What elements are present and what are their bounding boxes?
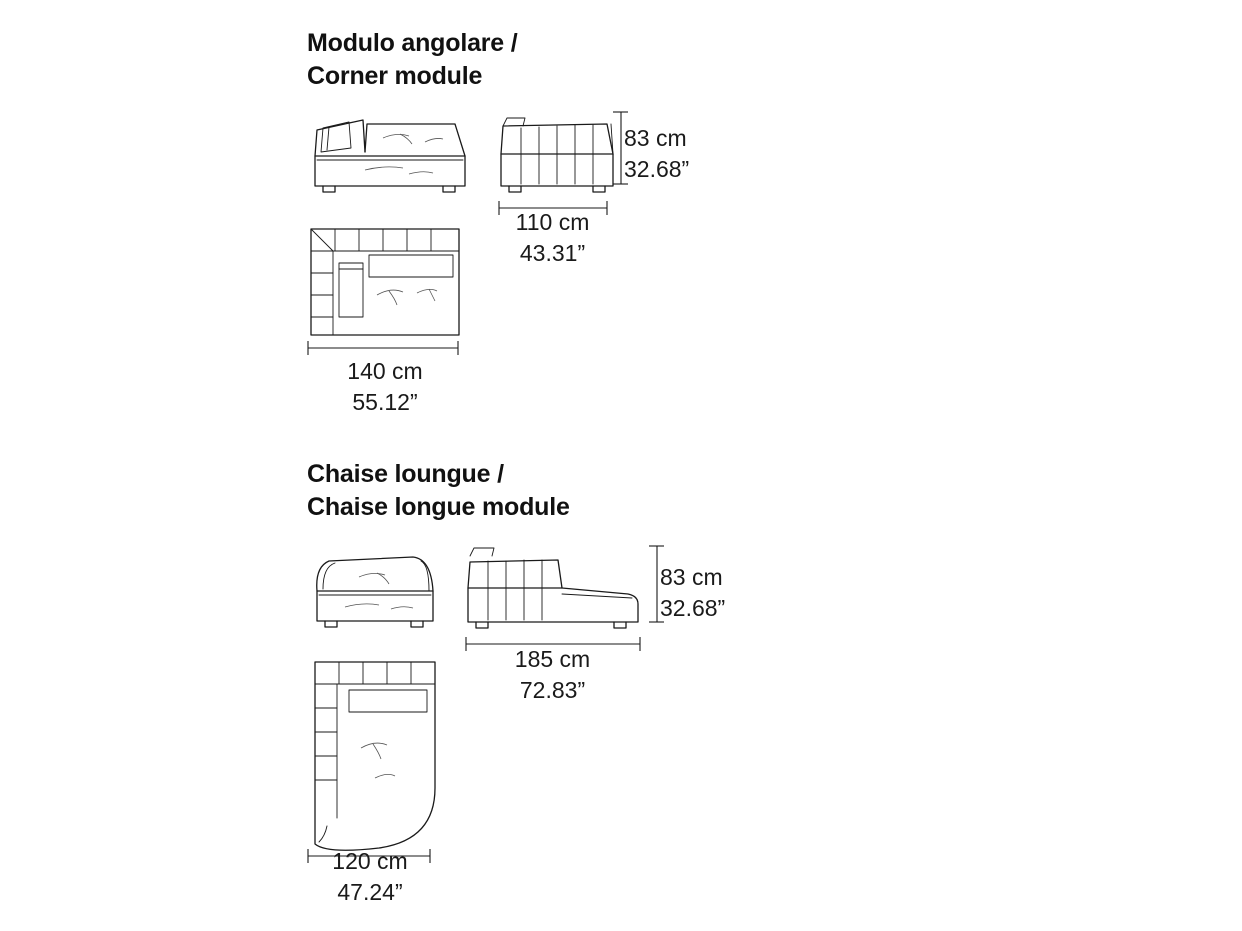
chaise-width-cm: 185 cm — [514, 646, 591, 672]
corner-module-top-plan — [305, 225, 470, 345]
chaise-height-in: 32.68” — [660, 594, 726, 621]
corner-width-cm: 110 cm — [515, 209, 590, 235]
corner-height-cm: 83 cm — [624, 125, 687, 151]
chaise-depth-cm: 120 cm — [332, 848, 408, 874]
chaise-depth-label — [300, 846, 440, 908]
chaise-width-label — [460, 644, 645, 706]
corner-module-side-elevation — [495, 110, 625, 198]
section-title-corner-module — [307, 27, 518, 94]
section-title-line2: Corner module — [307, 62, 483, 91]
chaise-height-cm: 83 cm — [660, 564, 723, 590]
corner-depth-in: 55.12” — [352, 388, 418, 415]
chaise-title-line1: Chaise loungue / — [307, 460, 504, 488]
section-title-line1: Modulo angolare / — [307, 29, 518, 57]
chaise-side-elevation — [462, 542, 647, 636]
corner-module-front-elevation — [305, 108, 485, 198]
corner-width-in: 43.31” — [519, 239, 586, 266]
chaise-front-elevation — [305, 545, 455, 635]
corner-module-depth-label — [300, 356, 470, 418]
chaise-top-plan — [305, 658, 455, 858]
corner-module-height-label — [624, 123, 689, 185]
corner-depth-cm: 140 cm — [347, 358, 423, 384]
chaise-width-in: 72.83” — [519, 676, 586, 703]
chaise-title-line2: Chaise longue module — [307, 493, 570, 522]
corner-height-in: 32.68” — [624, 155, 690, 182]
corner-module-width-label — [470, 207, 635, 269]
section-chaise-longue-module — [0, 440, 1242, 931]
corner-module-depth-dimension-line — [306, 340, 461, 356]
chaise-depth-in: 47.24” — [337, 878, 403, 905]
chaise-height-label — [660, 562, 725, 624]
section-title-chaise-longue-module — [307, 458, 570, 525]
section-corner-module — [0, 0, 1242, 430]
